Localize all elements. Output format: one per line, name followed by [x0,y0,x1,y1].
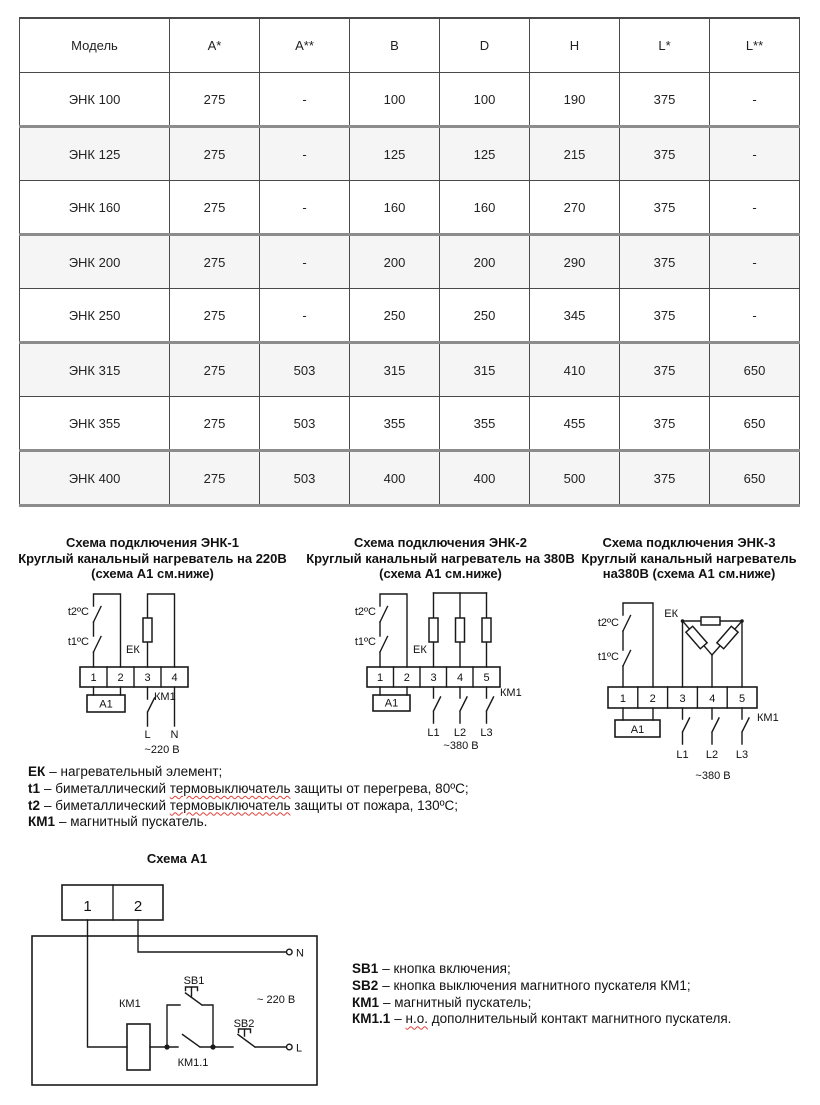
value-cell: 375 [620,451,710,506]
heater-elements [429,593,491,667]
voltage-label: ~220 В [144,744,180,756]
misspelled-word: н.о. [405,1011,428,1027]
line-l2-label: L2 [705,749,719,761]
value-cell: 275 [170,73,260,127]
value-cell: 100 [350,73,440,127]
line-l-label: L [144,729,151,741]
value-cell: 455 [530,397,620,451]
value-cell: 270 [530,181,620,235]
terminal-number: 2 [117,672,124,684]
terminal-number: 3 [430,672,437,684]
terminal-number: 2 [649,693,656,705]
terminal-number: 1 [619,693,626,705]
model-cell: ЭНК 100 [20,73,170,127]
legend-term: SB1 [352,961,379,976]
value-cell: 375 [620,343,710,397]
terminal-number: 2 [133,898,143,915]
ek-label: ЕК [664,608,678,620]
legend-term: t1 [28,780,41,796]
sb2-label: SB2 [233,1018,255,1030]
line-l2-label: L2 [453,727,467,739]
value-cell: 400 [350,451,440,506]
a1-label: А1 [384,697,399,710]
value-cell: 275 [170,343,260,397]
a1-label: А1 [630,724,645,736]
line-l3-label: L3 [735,749,749,761]
t1-label: t1ºC [67,636,89,648]
value-cell: 160 [350,181,440,235]
km1-coil [88,920,168,1070]
line-n-label: N [296,947,304,960]
value-cell: 375 [620,289,710,343]
terminal-number: 4 [171,672,178,684]
value-cell: 100 [440,73,530,127]
dimensions-table [19,17,800,507]
value-cell: 650 [710,397,800,451]
legend-item: КМ1 – магнитный пускатель. [28,814,208,830]
t2-label: t2ºC [67,606,89,618]
thermal-switches [380,594,407,667]
km1-label: КМ1 [119,998,141,1010]
model-cell: ЭНК 250 [20,289,170,343]
km1-label: КМ1 [154,691,176,703]
legend-term: КМ1 [28,814,55,830]
table-header-row [20,18,800,73]
sb1-label: SB1 [183,975,205,987]
table-row [20,397,800,451]
value-cell: 125 [440,127,530,181]
value-cell: 503 [260,397,350,451]
terminal-number: 5 [483,672,490,684]
value-cell: - [710,73,800,127]
terminal-number: 4 [456,672,464,684]
value-cell: 275 [170,289,260,343]
value-cell: 215 [530,127,620,181]
legend-item: t1 – биметаллический термовыключатель защиты от перегрева, 80ºС; [28,780,469,796]
table-row [20,343,800,397]
legend-item: КМ1 – магнитный пускатель; [352,994,532,1010]
terminal-number: 2 [403,672,410,684]
column-header: B [350,18,440,73]
value-cell: 125 [350,127,440,181]
legend-term: t2 [28,797,41,813]
legend-item: SB1 – кнопка включения; [352,961,511,976]
legend-item: t2 – биметаллический термовыключатель защиты от пожара, 130ºС; [28,797,459,813]
t2-label: t2ºC [597,617,619,629]
scheme-a1-title: Схема А1 [146,851,208,866]
table-row [20,73,800,127]
enk1-diagram-title: Схема подключения ЭНК-1 Круглый канальный нагреватель на 220В (схема А1 см.ниже) [18,535,287,581]
t2-label: t2ºC [355,606,376,618]
enclosure-outline [32,936,317,1085]
table-row [20,451,800,506]
terminal-number: 1 [83,898,92,915]
value-cell: - [710,127,800,181]
terminal-number: 4 [709,693,716,705]
line-l1-label: L1 [676,749,689,761]
scheme-a1-diagram [28,878,328,1093]
value-cell: 500 [530,451,620,506]
model-cell: ЭНК 125 [20,127,170,181]
model-cell: ЭНК 200 [20,235,170,289]
value-cell: 355 [440,397,530,451]
value-cell: - [710,181,800,235]
legend-term: ЕК [28,764,46,779]
enk2-wiring-diagram [355,588,600,763]
voltage-label: ~ 220 В [257,994,296,1006]
enk3-wiring-diagram [595,588,820,793]
terminal-number: 3 [144,672,151,684]
value-cell: 315 [350,343,440,397]
delta-heater-elements [681,617,744,687]
model-cell: ЭНК 400 [20,451,170,506]
value-cell: 290 [530,235,620,289]
value-cell: 275 [170,451,260,506]
value-cell: 503 [260,451,350,506]
sb1-button [167,987,213,1047]
value-cell: 375 [620,73,710,127]
scheme-a1-legend [352,961,731,1028]
column-header: L* [620,18,710,73]
terminal-number: 3 [679,693,686,705]
value-cell: 375 [620,397,710,451]
t1-label: t1ºC [597,651,619,663]
value-cell: 275 [170,235,260,289]
value-cell: 275 [170,127,260,181]
misspelled-word: термовыключатель [169,797,291,813]
column-header: L** [710,18,800,73]
sb2-button [213,1029,292,1050]
a1-label: А1 [99,698,113,711]
km11-label: КМ1.1 [177,1057,209,1069]
voltage-label: ~380 В [443,740,479,752]
table-row [20,289,800,343]
wiring-legend [28,764,469,831]
legend-term: SB2 [352,977,379,993]
table-row [20,181,800,235]
legend-term: КМ1 [352,994,379,1010]
n-wire [138,920,292,955]
thermal-switches [623,603,653,687]
enk2-diagram-title: Схема подключения ЭНК-2 Круглый канальный нагреватель на 380В (схема А1 см.ниже) [306,535,575,581]
value-cell: 375 [620,127,710,181]
value-cell: 650 [710,451,800,506]
value-cell: 410 [530,343,620,397]
km1-contacts [683,708,750,744]
line-l3-label: L3 [480,727,493,739]
km1-label: КМ1 [500,687,522,699]
value-cell: 190 [530,73,620,127]
legend-term: КМ1.1 [352,1011,391,1027]
table-row [20,127,800,181]
line-l1-label: L1 [427,727,440,739]
table-row [20,235,800,289]
ek-label: ЕК [413,644,427,656]
terminal-block [62,885,163,920]
value-cell: 315 [440,343,530,397]
value-cell: - [260,289,350,343]
model-cell: ЭНК 355 [20,397,170,451]
value-cell: 375 [620,181,710,235]
terminal-number: 1 [90,672,97,684]
value-cell: 275 [170,397,260,451]
model-cell: ЭНК 160 [20,181,170,235]
value-cell: 250 [440,289,530,343]
value-cell: 200 [350,235,440,289]
enk1-wiring-diagram [53,588,288,763]
legend-item: КМ1.1 – н.о. дополнительный контакт магнитного пускателя. [352,1011,732,1027]
column-header: D [440,18,530,73]
value-cell: - [260,127,350,181]
km1-contacts [434,687,494,723]
column-header-model: Модель [20,18,170,73]
terminal-number: 5 [739,693,746,705]
value-cell: - [260,235,350,289]
value-cell: 275 [170,181,260,235]
enk3-diagram-title: Схема подключения ЭНК-3 Круглый канальный нагреватель на380В (схема А1 см.ниже) [581,535,797,581]
value-cell: 160 [440,181,530,235]
line-l-label: L [296,1042,303,1055]
voltage-label: ~380 В [695,770,731,782]
value-cell: 250 [350,289,440,343]
legend-item: SB2 – кнопка выключения магнитного пускателя КМ1; [352,977,691,993]
misspelled-word: термовыключатель [169,780,291,796]
value-cell: 650 [710,343,800,397]
value-cell: - [260,73,350,127]
model-cell: ЭНК 315 [20,343,170,397]
ek-label: ЕК [126,644,140,656]
column-header: H [530,18,620,73]
value-cell: 355 [350,397,440,451]
value-cell: 345 [530,289,620,343]
column-header: A** [260,18,350,73]
value-cell: 503 [260,343,350,397]
t1-label: t1ºC [355,636,376,648]
terminal-number: 1 [376,672,384,684]
value-cell: 200 [440,235,530,289]
thermal-switches [94,594,121,667]
km1-label: КМ1 [757,712,779,724]
legend-item: ЕК – нагревательный элемент; [28,764,223,779]
line-n-label: N [170,729,179,741]
value-cell: 375 [620,235,710,289]
value-cell: - [260,181,350,235]
heater-element [143,594,175,667]
column-header: A* [170,18,260,73]
value-cell: 400 [440,451,530,506]
value-cell: - [710,235,800,289]
km11-contact [164,1035,215,1050]
value-cell: - [710,289,800,343]
